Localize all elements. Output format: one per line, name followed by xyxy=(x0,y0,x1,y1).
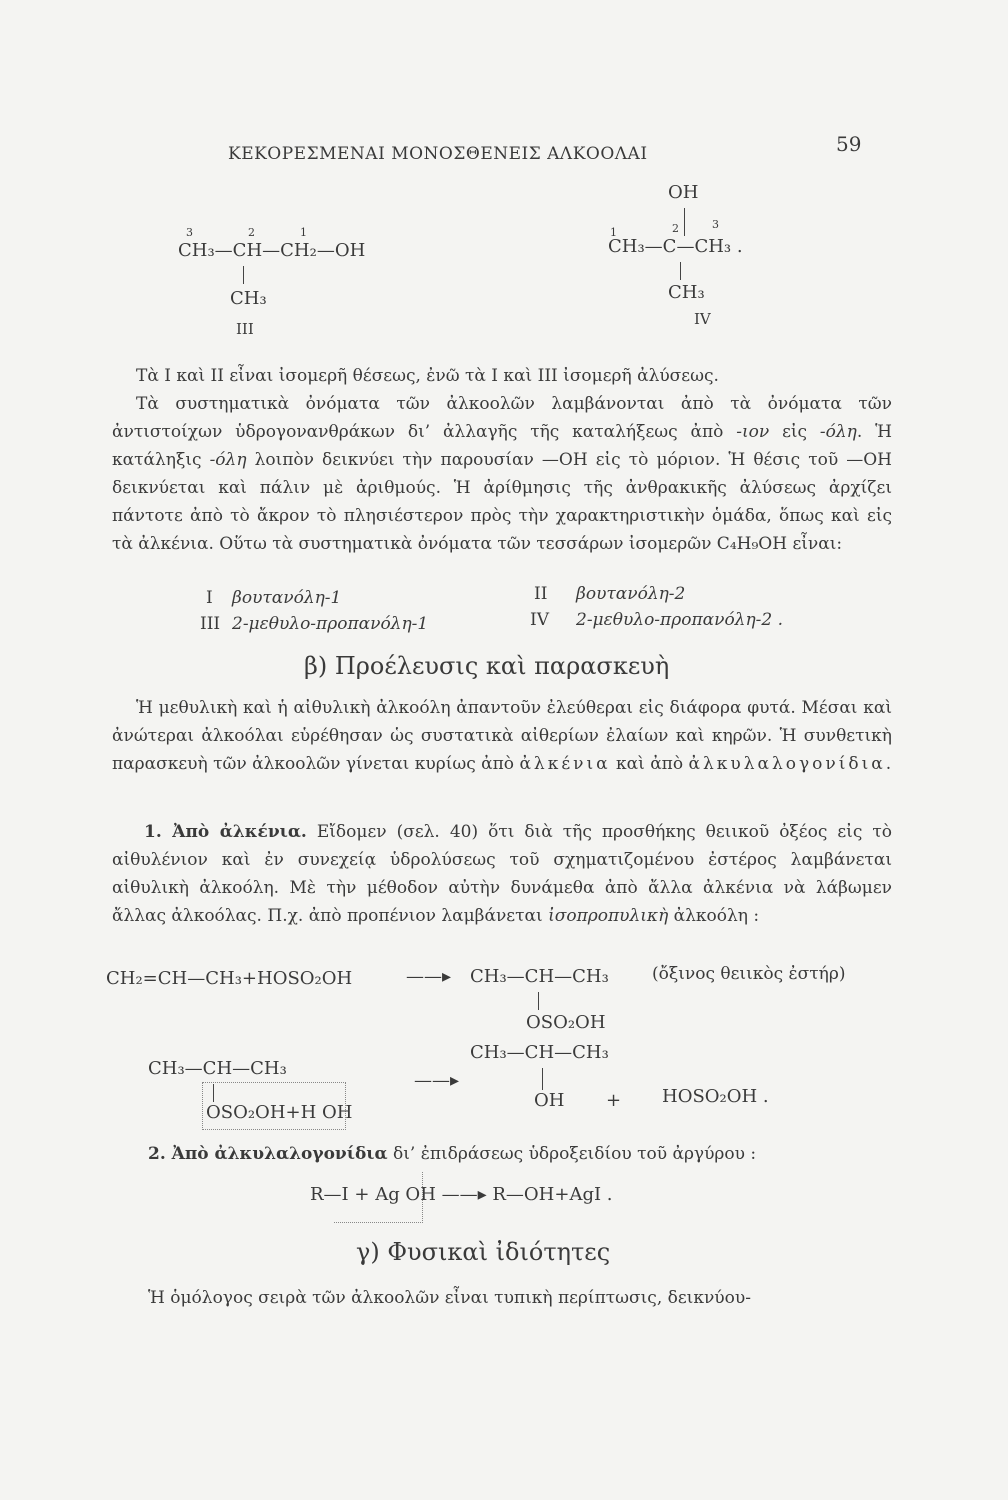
paragraph-from-alkyl-halides xyxy=(148,1140,756,1168)
carbon-number: 2 xyxy=(672,222,679,235)
text-run: δι’ ἐπιδράσεως ὑδροξειδίου τοῦ ἀργύρου : xyxy=(387,1144,757,1164)
product-chain: CH₃—CH—CH₃ xyxy=(470,1042,609,1063)
reaction-arrow: ——▸ xyxy=(406,966,452,987)
reaction-arrow: ——▸ xyxy=(414,1070,460,1091)
formula-iii-label: III xyxy=(236,320,254,338)
dotted-box xyxy=(334,1172,423,1223)
carbon-number: 1 xyxy=(610,226,617,239)
isomer-name: βουτανόλη-1 xyxy=(232,588,342,608)
carbon-number: 3 xyxy=(186,226,193,239)
isomer-number: IV xyxy=(530,610,549,630)
suffix-ole: -όλη xyxy=(819,422,857,442)
reactants: CH₂=CH—CH₃+HOSO₂OH xyxy=(106,968,353,989)
reaction-equation: R—I + Ag OH ——▸ R—OH+AgI . xyxy=(310,1184,613,1205)
byproduct: HOSO₂OH . xyxy=(662,1086,769,1107)
isomer-number: II xyxy=(534,584,548,604)
paragraph-homologous-series: Ἡ ὁμόλογος σειρὰ τῶν ἀλκοολῶν εἶναι τυπικὴ περίπτωσις, δεικνύου- xyxy=(148,1288,751,1308)
isomer-number: I xyxy=(206,588,213,608)
bond-line xyxy=(538,992,539,1010)
plus-sign: + xyxy=(606,1090,622,1111)
product-substituent: OSO₂OH xyxy=(526,1012,606,1033)
paragraph-isomers: Τὰ I καὶ II εἶναι ἰσομερῆ θέσεως, ἐνῶ τὰ I καὶ III ἰσομερῆ ἀλύσεως. xyxy=(136,366,719,386)
isomer-name: βουτανόλη-2 xyxy=(576,584,686,604)
isomer-name: 2-μεθυλο-προπανόλη-2 . xyxy=(576,610,784,630)
carbon-number: 1 xyxy=(300,226,307,239)
running-header: ΚΕΚΟΡΕΣΜΕΝΑΙ ΜΟΝΟΣΘΕΝΕΙΣ ΑΛΚΟΟΛΑΙ xyxy=(228,144,648,164)
paragraph-from-alkenes xyxy=(112,818,892,930)
bond-line xyxy=(243,266,244,284)
bond-line xyxy=(680,262,681,280)
text-run: Εἴδομεν (σελ. 40) ὅτι διὰ τῆς προσθήκης θειικοῦ ὀξέος εἰς τὸ αἰθυλένιον καὶ ἐν συνεχείᾳ ὑδρολύσεως τοῦ σχηματιζομένου ἐστέρος λαμβάνεται αἰθυλικὴ ἀλκοόλη. Μὲ τὴν μέθοδον αὐτὴν δυνάμεθα ἀπὸ ἄλλα ἀλκένια νὰ λάβωμεν ἄλλας ἀλκοόλας. Π.χ. ἀπὸ προπένιον λαμβάνεται xyxy=(112,822,892,926)
text-run: ἀλκοόλη : xyxy=(668,906,760,926)
suffix-ion: -ιον xyxy=(736,422,770,442)
formula-iv-oh: OH xyxy=(668,182,699,203)
text-run: λοιπὸν δεικνύει τὴν παρουσίαν —OH εἰς τὸ μόριον. Ἡ θέσις τοῦ —OH δεικνύεται καὶ πάλιν μὲ ἀριθμούς. Ἡ ἀρίθμησις τῆς ἀνθρακικῆς ἀλύσεως ἀρχίζει πάντοτε ἀπὸ τὸ ἄκρον τὸ πλησιέστερον πρὸς τὴν χαρακτηριστικὴν ὁμάδα, ὅπως καὶ εἰς τὰ ἀλκένια. Οὕτω τὰ συστηματικὰ ὀνόματα τῶν τεσσάρων ἰσομερῶν C₄H₉OH εἶναι: xyxy=(112,450,892,554)
emphasis-alkyl-halides: ἀλκυλαλογονίδια xyxy=(688,754,886,774)
paragraph-systematic-names xyxy=(112,390,892,558)
section-heading-physical-properties: γ) Φυσικαὶ ἰδιότητες xyxy=(356,1238,611,1266)
product-oh: OH xyxy=(534,1090,565,1111)
emphasis-alkenes: ἀλκένια xyxy=(519,754,611,774)
text-run: καὶ ἀπὸ xyxy=(610,754,689,774)
carbon-number: 2 xyxy=(248,226,255,239)
carbon-number: 3 xyxy=(712,218,719,231)
item-heading: 1. Ἀπὸ ἀλκένια. xyxy=(144,822,307,842)
formula-iii-chain: CH₃—CH—CH₂—OH xyxy=(178,240,366,261)
isomer-name: 2-μεθυλο-προπανόλη-1 xyxy=(232,614,429,634)
isomer-number: III xyxy=(200,614,221,634)
text-run: εἰς xyxy=(769,422,820,442)
reaction-note: (ὄξινος θειικὸς ἐστήρ) xyxy=(652,964,846,984)
paragraph-origin xyxy=(112,694,892,778)
reactant-chain: CH₃—CH—CH₃ xyxy=(148,1058,287,1079)
suffix-ole: -όλη xyxy=(209,450,247,470)
emphasis-isopropyl: ἰσοπροπυλικὴ xyxy=(548,906,669,926)
text-run: Τὰ συστηματικὰ ὀνόματα τῶν ἀλκοολῶν λαμβάνονται ἀπὸ τὰ ὀνόματα τῶν ἀντιστοίχων ὑδρογονανθράκων δι’ ἀλλαγῆς τῆς καταλήξεως ἀπὸ xyxy=(112,394,892,442)
text-run: Ἡ μεθυλικὴ καὶ ἡ αἰθυλικὴ ἀλκοόλη ἀπαντοῦν ἐλεύθεραι εἰς διάφορα φυτά. Μέσαι καὶ ἀνώτεραι ἀλκοόλαι εὑρέθησαν ὡς συστατικὰ αἰθερίων ἐλαίων καὶ κηρῶν. Ἡ συνθετικὴ παρασκευὴ τῶν ἀλκοολῶν γίνεται κυρίως ἀπὸ xyxy=(112,698,892,774)
product-chain: CH₃—CH—CH₃ xyxy=(470,966,609,987)
text-run: . xyxy=(885,754,892,774)
reactant-substituent: OSO₂OH+H OH xyxy=(206,1102,353,1123)
page-number: 59 xyxy=(836,132,862,156)
formula-iv-branch: CH₃ xyxy=(668,282,705,303)
bond-line xyxy=(542,1068,543,1090)
section-heading-origin: β) Προέλευσις καὶ παρασκευὴ xyxy=(304,652,670,680)
text-run: . Ἡ κατάληξις xyxy=(112,422,892,470)
item-heading: 2. Ἀπὸ ἀλκυλαλογονίδια xyxy=(148,1144,388,1164)
formula-iv-label: IV xyxy=(694,310,711,328)
bond-line xyxy=(684,208,685,236)
formula-iv-chain: CH₃—C—CH₃ . xyxy=(608,236,743,257)
formula-iii-branch: CH₃ xyxy=(230,288,267,309)
